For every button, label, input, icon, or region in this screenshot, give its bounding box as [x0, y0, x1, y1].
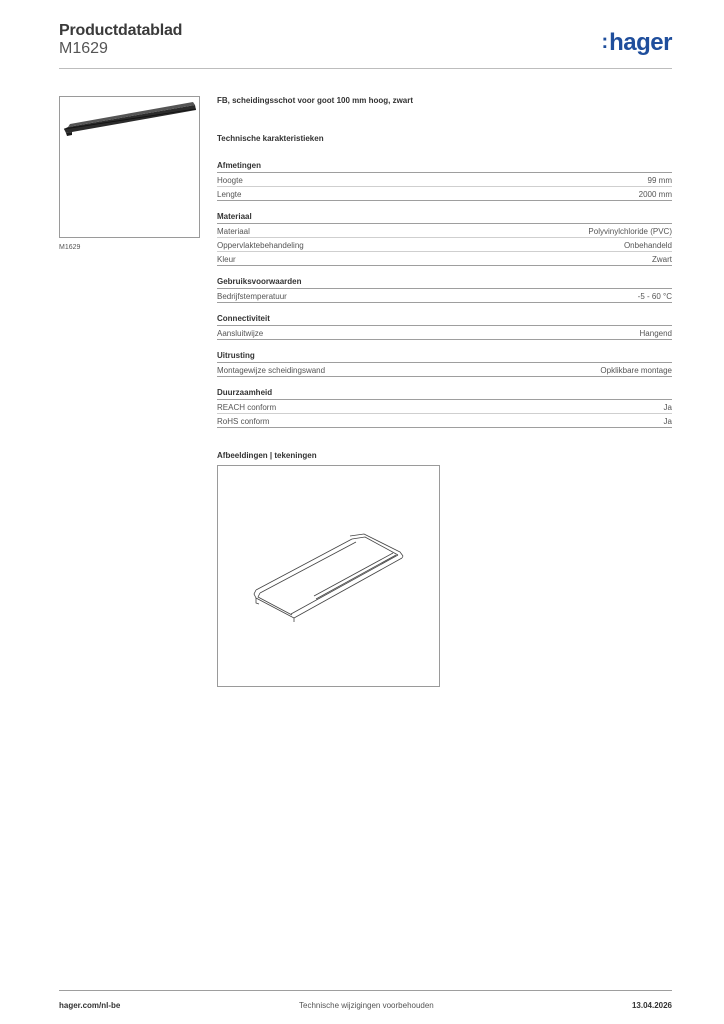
partition-photo-icon — [60, 97, 199, 237]
section-title: Connectiviteit — [217, 313, 672, 326]
row-label: Lengte — [217, 190, 242, 199]
footer-disclaimer: Technische wijzigingen voorbehouden — [299, 1001, 434, 1010]
row-value: Polyvinylchloride (PVC) — [588, 227, 672, 236]
section-operating-conditions — [217, 276, 672, 303]
document-title: Productdatablad — [59, 22, 183, 39]
main-content — [217, 96, 672, 687]
section-equipment — [217, 350, 672, 377]
section-sustainability — [217, 387, 672, 428]
table-row — [217, 224, 672, 238]
partition-drawing-icon — [218, 466, 439, 686]
row-label: Montagewijze scheidingswand — [217, 366, 326, 375]
row-value: Zwart — [652, 255, 672, 264]
hager-logo — [601, 28, 672, 57]
table-row — [217, 238, 672, 252]
row-value: Opklikbare montage — [600, 366, 672, 375]
row-label: Materiaal — [217, 227, 250, 236]
product-thumbnail — [59, 96, 200, 238]
table-row — [217, 173, 672, 187]
footer-date: 13.04.2026 — [631, 1001, 672, 1010]
row-label: Aansluitwijze — [217, 329, 264, 338]
page-header — [59, 20, 672, 69]
row-value: 99 mm — [647, 176, 672, 185]
section-title: Afmetingen — [217, 160, 672, 173]
section-material — [217, 211, 672, 266]
table-row — [217, 363, 672, 377]
section-title: Gebruiksvoorwaarden — [217, 276, 672, 289]
row-label: RoHS conform — [217, 417, 270, 426]
footer-website: hager.com/nl-be — [59, 1001, 121, 1010]
row-label: Bedrijfstemperatuur — [217, 292, 287, 301]
table-row — [217, 252, 672, 266]
row-label: REACH conform — [217, 403, 277, 412]
table-row — [217, 400, 672, 414]
row-value: Ja — [663, 403, 672, 412]
logo-dots: : — [601, 31, 609, 53]
technical-heading: Technische karakteristieken — [217, 134, 324, 143]
row-value: Hangend — [639, 329, 672, 338]
row-value: Onbehandeld — [623, 241, 672, 250]
logo-text: hager — [609, 29, 672, 56]
table-row — [217, 326, 672, 340]
row-label: Hoogte — [217, 176, 243, 185]
section-connectivity — [217, 313, 672, 340]
row-label: Oppervlaktebehandeling — [217, 241, 304, 250]
product-description: FB, scheidingsschot voor goot 100 mm hoog, zwart — [217, 96, 414, 105]
table-row — [217, 414, 672, 428]
row-value: -5 - 60 °C — [637, 292, 672, 301]
row-label: Kleur — [217, 255, 236, 264]
section-title: Uitrusting — [217, 350, 672, 363]
technical-drawing — [217, 465, 440, 687]
page-footer — [59, 990, 672, 1015]
thumbnail-caption: M1629 — [59, 244, 81, 251]
section-dimensions — [217, 160, 672, 201]
section-title: Materiaal — [217, 211, 672, 224]
table-row — [217, 289, 672, 303]
row-value: Ja — [663, 417, 672, 426]
product-code: M1629 — [59, 40, 108, 57]
drawings-heading: Afbeeldingen | tekeningen — [217, 451, 317, 460]
section-title: Duurzaamheid — [217, 387, 672, 400]
table-row — [217, 187, 672, 201]
row-value: 2000 mm — [638, 190, 672, 199]
